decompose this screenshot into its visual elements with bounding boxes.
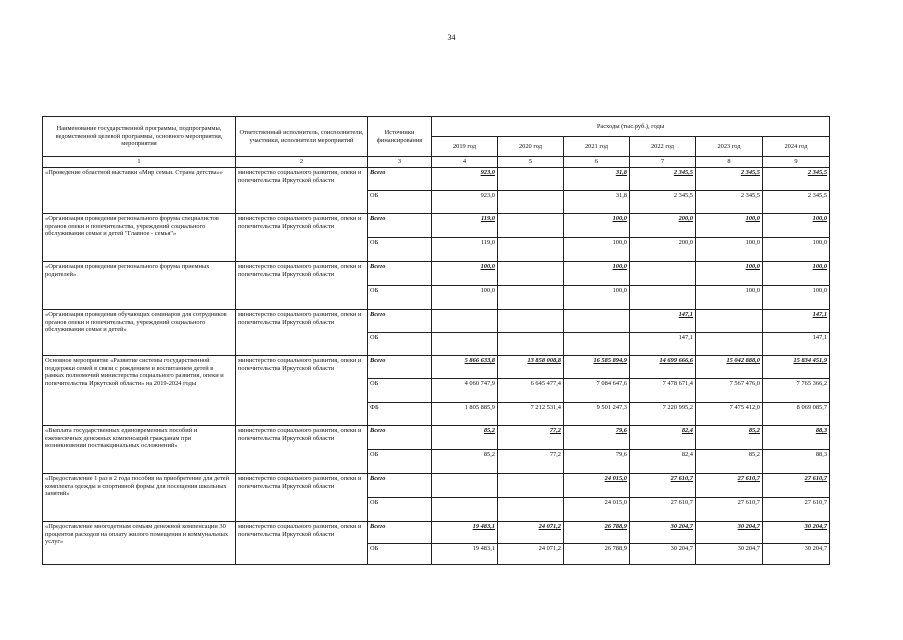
total-value: 15 042 888,0 (726, 357, 760, 364)
source-value: 100,0 (612, 239, 627, 246)
total-value: 85,2 (483, 427, 495, 434)
source-value: 30 204,7 (804, 545, 828, 552)
funding-source: ОБ (368, 238, 432, 262)
expense-cell (564, 403, 630, 426)
executor: министерство социального развития, опеки и попечительства Иркутской области (236, 168, 368, 214)
expense-cell (432, 214, 498, 238)
expense-cell (763, 191, 830, 214)
source-value: 31,8 (615, 192, 627, 199)
expense-cell (498, 168, 564, 191)
header-year: 2019 год (432, 137, 498, 157)
total-value: 82,4 (681, 427, 693, 434)
expense-cell (498, 426, 564, 450)
activity-name: «Организация проведения регионального форума приемных родителей» (43, 262, 236, 310)
total-value: 100,0 (745, 263, 760, 270)
expense-cell (432, 286, 498, 310)
source-value: 82,4 (681, 451, 693, 458)
total-value: 147,1 (678, 311, 693, 318)
expense-cell (763, 403, 830, 426)
executor: министерство социального развития, опеки и попечительства Иркутской области (236, 522, 368, 565)
source-value: 85,2 (748, 451, 760, 458)
expense-cell (432, 238, 498, 262)
source-value: 1 805 885,9 (464, 404, 495, 411)
expense-cell (498, 498, 564, 522)
funding-source: ФБ (368, 403, 432, 426)
funding-source: ОБ (368, 450, 432, 474)
expense-cell (564, 426, 630, 450)
expense-cell (432, 450, 498, 474)
expense-cell (498, 474, 564, 498)
total-value: 923,0 (480, 169, 495, 176)
total-value: 15 834 451,9 (793, 357, 828, 364)
expense-cell (498, 262, 564, 286)
expense-cell (763, 426, 830, 450)
funding-source: Всего (368, 426, 432, 450)
activity-name: Основное мероприятие «Развитие системы государственной поддержки семей в связи с рождением и воспитанием детей в рамках полномочий министерства социального развития, опеки и попечительства Иркутской области» на 2019-2024 годы (43, 356, 236, 426)
expense-cell (630, 544, 696, 565)
funding-source: Всего (368, 214, 432, 238)
expense-cell (696, 333, 763, 356)
total-value: 2 345,5 (673, 169, 693, 176)
source-value: 7 084 647,6 (596, 380, 627, 387)
expense-cell (432, 544, 498, 565)
total-value: 24 015,0 (604, 475, 627, 482)
expense-cell (432, 474, 498, 498)
expense-cell (763, 286, 830, 310)
source-value: 7 212 531,4 (530, 404, 561, 411)
total-value: 13 858 008,8 (527, 357, 561, 364)
column-number: 5 (498, 157, 564, 168)
source-value: 200,0 (678, 239, 693, 246)
table-row (43, 426, 830, 450)
column-number: 8 (696, 157, 763, 168)
expense-cell (564, 262, 630, 286)
executor: министерство социального развития, опеки и попечительства Иркутской области (236, 262, 368, 310)
total-value: 19 483,1 (472, 523, 495, 530)
executor: министерство социального развития, опеки и попечительства Иркутской области (236, 214, 368, 262)
expense-cell (564, 238, 630, 262)
expense-cell (630, 286, 696, 310)
total-value: 24 071,2 (538, 523, 561, 530)
budget-table (42, 116, 830, 565)
funding-source: ОБ (368, 544, 432, 565)
source-value: 27 610,7 (670, 499, 693, 506)
activity-name: «Организация проведения регионального форума специалистов органов опеки и попечительства, учреждений социального обслуживания семьи и детей "Главное - семья"» (43, 214, 236, 262)
source-value: 147,1 (812, 334, 828, 341)
expense-cell (432, 310, 498, 333)
expense-cell (696, 356, 763, 379)
expense-cell (763, 522, 830, 544)
executor: министерство социального развития, опеки и попечительства Иркутской области (236, 426, 368, 474)
expense-cell (498, 522, 564, 544)
header-executor: Ответственный исполнитель, соисполнители, участники, исполнители мероприятий (236, 117, 368, 157)
expense-cell (696, 214, 763, 238)
funding-source: ОБ (368, 286, 432, 310)
header-year: 2024 год (763, 137, 830, 157)
expense-cell (564, 450, 630, 474)
expense-cell (564, 286, 630, 310)
header-year: 2020 год (498, 137, 564, 157)
expense-cell (564, 522, 630, 544)
expense-cell (498, 214, 564, 238)
activity-name: «Предоставление 1 раз в 2 года пособия на приобретение для детей комплекта одежды и спортивной формы для посещения школьных занятий» (43, 474, 236, 522)
expense-cell (763, 214, 830, 238)
executor: министерство социального развития, опеки и попечительства Иркутской области (236, 310, 368, 356)
expense-cell (432, 403, 498, 426)
expense-cell (696, 450, 763, 474)
table-row (43, 214, 830, 238)
total-value: 147,1 (812, 311, 828, 318)
expense-cell (498, 450, 564, 474)
expense-cell (564, 474, 630, 498)
expense-cell (696, 544, 763, 565)
table-body (43, 168, 830, 565)
funding-source: Всего (368, 262, 432, 286)
header-expenses: Расходы (тыс.руб.), годы (432, 117, 830, 137)
source-value: 4 060 747,9 (464, 380, 495, 387)
source-value: 30 204,7 (670, 545, 693, 552)
executor: министерство социального развития, опеки и попечительства Иркутской области (236, 356, 368, 426)
source-value: 100,0 (612, 287, 627, 294)
total-value: 100,0 (745, 215, 760, 222)
expense-cell (696, 474, 763, 498)
source-value: 100,0 (812, 287, 828, 294)
total-value: 100,0 (812, 263, 828, 270)
table-row (43, 262, 830, 286)
expense-cell (432, 168, 498, 191)
expense-cell (432, 333, 498, 356)
expense-cell (763, 238, 830, 262)
expense-cell (630, 191, 696, 214)
source-value: 27 610,7 (804, 499, 828, 506)
expense-cell (696, 310, 763, 333)
source-value: 27 610,7 (737, 499, 760, 506)
funding-source: ОБ (368, 191, 432, 214)
table-row (43, 168, 830, 191)
expense-cell (630, 403, 696, 426)
header-name: Наименование государственной программы, подпрограммы, ведомственной целевой программы, основного мероприятия, мероприятия (43, 117, 236, 157)
activity-name: «Проведение областной выставки «Мир семьи. Страна детства»» (43, 168, 236, 214)
source-value: 19 483,1 (472, 545, 495, 552)
expense-cell (696, 286, 763, 310)
total-value: 16 585 894,9 (593, 357, 627, 364)
table-row (43, 522, 830, 544)
source-value: 119,0 (480, 239, 495, 246)
expense-cell (432, 498, 498, 522)
expense-cell (630, 262, 696, 286)
expense-cell (696, 379, 763, 403)
executor: министерство социального развития, опеки и попечительства Иркутской области (236, 474, 368, 522)
column-number: 2 (236, 157, 368, 168)
expense-cell (564, 168, 630, 191)
expense-cell (564, 214, 630, 238)
expense-cell (630, 474, 696, 498)
expense-cell (498, 191, 564, 214)
total-value: 100,0 (480, 263, 495, 270)
column-numbers-row (43, 157, 830, 168)
total-value: 27 610,7 (670, 475, 693, 482)
expense-cell (696, 238, 763, 262)
column-number: 9 (763, 157, 830, 168)
table-row (43, 310, 830, 333)
column-number: 3 (368, 157, 432, 168)
source-value: 7 765 366,2 (796, 380, 828, 387)
column-number: 7 (630, 157, 696, 168)
source-value: 2 345,5 (807, 192, 828, 199)
total-value: 27 610,7 (737, 475, 760, 482)
header-row (43, 117, 830, 137)
expense-cell (432, 262, 498, 286)
source-value: 9 501 247,3 (596, 404, 627, 411)
source-value: 923,0 (480, 192, 495, 199)
expense-cell (763, 168, 830, 191)
funding-source: Всего (368, 310, 432, 333)
expense-cell (763, 356, 830, 379)
total-value: 5 866 633,8 (464, 357, 495, 364)
expense-cell (564, 191, 630, 214)
expense-cell (696, 403, 763, 426)
expense-cell (696, 168, 763, 191)
expense-cell (432, 522, 498, 544)
expense-cell (432, 426, 498, 450)
source-value: 30 204,7 (737, 545, 760, 552)
funding-source: Всего (368, 522, 432, 544)
source-value: 6 645 477,4 (530, 380, 561, 387)
total-value: 100,0 (612, 263, 627, 270)
expense-cell (630, 238, 696, 262)
expense-cell (763, 474, 830, 498)
expense-cell (763, 450, 830, 474)
funding-source: ОБ (368, 498, 432, 522)
expense-cell (630, 310, 696, 333)
source-value: 2 345,5 (740, 192, 760, 199)
total-value: 100,0 (612, 215, 627, 222)
total-value: 77,2 (549, 427, 561, 434)
funding-source: Всего (368, 168, 432, 191)
total-value: 85,2 (748, 427, 760, 434)
expense-cell (763, 379, 830, 403)
source-value: 147,1 (678, 334, 693, 341)
expense-cell (763, 262, 830, 286)
expense-cell (630, 426, 696, 450)
expense-cell (630, 214, 696, 238)
total-value: 119,0 (480, 215, 495, 222)
total-value: 14 699 666,6 (659, 357, 693, 364)
expense-cell (763, 544, 830, 565)
expense-cell (763, 310, 830, 333)
source-value: 2 345,5 (673, 192, 693, 199)
total-value: 200,0 (678, 215, 693, 222)
expense-cell (630, 498, 696, 522)
expense-cell (696, 262, 763, 286)
header-year: 2021 год (564, 137, 630, 157)
expense-cell (564, 379, 630, 403)
expense-cell (498, 286, 564, 310)
expense-cell (564, 356, 630, 379)
source-value: 26 788,9 (604, 545, 627, 552)
expense-cell (630, 356, 696, 379)
expense-cell (432, 191, 498, 214)
expense-cell (498, 403, 564, 426)
source-value: 85,2 (483, 451, 495, 458)
expense-cell (498, 356, 564, 379)
source-value: 7 475 412,0 (729, 404, 760, 411)
total-value: 79,6 (615, 427, 627, 434)
header-year: 2022 год (630, 137, 696, 157)
expense-cell (564, 544, 630, 565)
activity-name: «Организация проведения обучающих семинаров для сотрудников органов опеки и попечительства, учреждений социального обслуживания семьи и детей» (43, 310, 236, 356)
expense-cell (696, 498, 763, 522)
source-value: 100,0 (745, 287, 760, 294)
source-value: 100,0 (812, 239, 828, 246)
total-value: 31,8 (615, 169, 627, 176)
table-row (43, 356, 830, 379)
source-value: 77,2 (549, 451, 561, 458)
expense-cell (498, 238, 564, 262)
source-value: 7 567 476,0 (729, 380, 760, 387)
column-number: 6 (564, 157, 630, 168)
total-value: 30 204,7 (670, 523, 693, 530)
expense-cell (630, 522, 696, 544)
total-value: 100,0 (812, 215, 828, 222)
expense-cell (564, 310, 630, 333)
header-sources: Источники финансирования (368, 117, 432, 157)
expense-cell (564, 333, 630, 356)
column-number: 1 (43, 157, 236, 168)
source-value: 8 069 085,7 (796, 404, 828, 411)
expense-cell (564, 498, 630, 522)
source-value: 100,0 (745, 239, 760, 246)
funding-source: Всего (368, 356, 432, 379)
source-value: 88,3 (815, 451, 828, 458)
source-value: 24 071,2 (538, 545, 561, 552)
total-value: 27 610,7 (804, 475, 828, 482)
expense-cell (696, 522, 763, 544)
table-row (43, 474, 830, 498)
expense-cell (696, 191, 763, 214)
expense-cell (432, 379, 498, 403)
funding-source: ОБ (368, 333, 432, 356)
page-number: 34 (447, 33, 456, 42)
total-value: 2 345,5 (740, 169, 760, 176)
expense-cell (630, 379, 696, 403)
expense-cell (432, 356, 498, 379)
expense-cell (498, 310, 564, 333)
expense-cell (763, 498, 830, 522)
header-year: 2023 год (696, 137, 763, 157)
funding-source: ОБ (368, 379, 432, 403)
total-value: 26 788,9 (604, 523, 627, 530)
source-value: 79,6 (615, 451, 627, 458)
source-value: 100,0 (480, 287, 495, 294)
funding-source: Всего (368, 474, 432, 498)
expense-cell (498, 379, 564, 403)
expense-cell (630, 168, 696, 191)
total-value: 30 204,7 (737, 523, 760, 530)
expense-cell (630, 450, 696, 474)
expense-cell (696, 426, 763, 450)
source-value: 24 015,0 (604, 499, 627, 506)
total-value: 30 204,7 (804, 523, 828, 530)
source-value: 7 220 995,2 (662, 404, 693, 411)
expense-cell (498, 333, 564, 356)
activity-name: «Предоставление многодетным семьям денежной компенсации 30 процентов расходов на оплату жилого помещения и коммунальных услуг» (43, 522, 236, 565)
expense-cell (498, 544, 564, 565)
expense-cell (763, 333, 830, 356)
expense-cell (630, 333, 696, 356)
source-value: 7 478 671,4 (662, 380, 693, 387)
column-number: 4 (432, 157, 498, 168)
activity-name: «Выплата государственных единовременных пособий и ежемесячных денежных компенсаций гражданам при возникновении поствакцинальных осложнений» (43, 426, 236, 474)
total-value: 88,3 (815, 427, 828, 434)
total-value: 2 345,5 (807, 169, 828, 176)
